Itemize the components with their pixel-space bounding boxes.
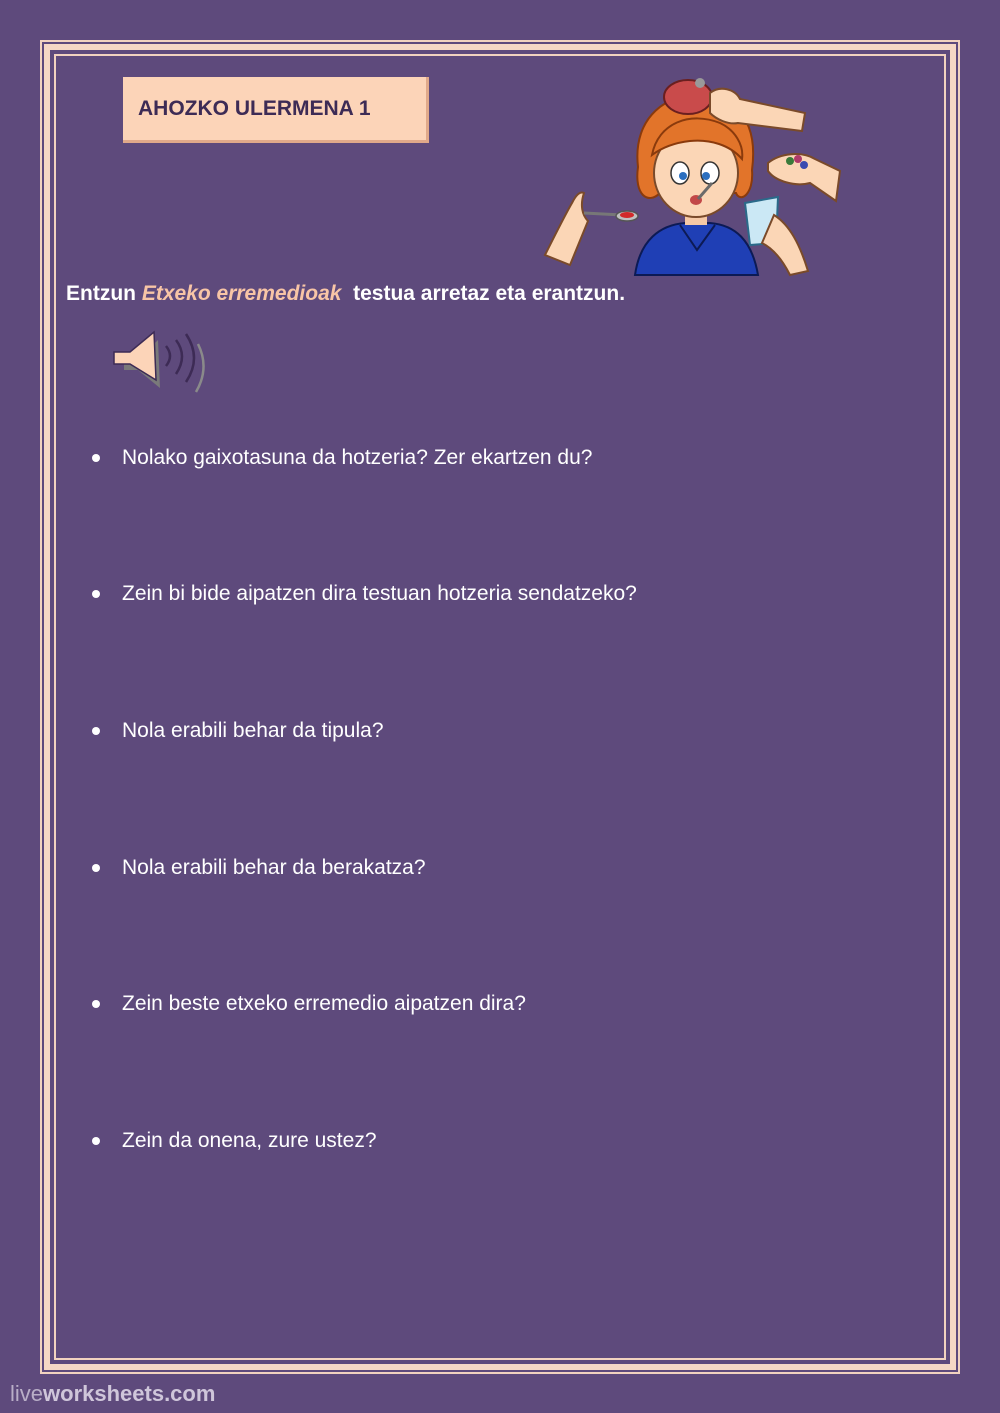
question-text: Zein da onena, zure ustez?	[122, 1129, 377, 1152]
question-text: Zein bi bide aipatzen dira testuan hotzeria sendatzeko?	[122, 582, 637, 605]
bullet-icon	[92, 727, 100, 735]
worksheet-title	[123, 77, 429, 143]
bullet-icon	[92, 1000, 100, 1008]
question-text: Nola erabili behar da berakatza?	[122, 856, 426, 879]
question-item	[90, 719, 910, 743]
instruction-before: Entzun	[66, 282, 142, 305]
question-item	[90, 582, 910, 606]
bullet-icon	[92, 590, 100, 598]
instruction-text	[66, 282, 886, 306]
instruction-after: testua arretaz eta erantzun.	[341, 282, 626, 305]
question-text: Nolako gaixotasuna da hotzeria? Zer ekartzen du?	[122, 446, 593, 469]
footer-watermark	[10, 1381, 215, 1407]
question-item	[90, 992, 910, 1016]
footer-light: live	[10, 1381, 44, 1406]
question-text: Zein beste etxeko erremedio aipatzen dira?	[122, 992, 526, 1015]
speaker-icon[interactable]	[110, 330, 210, 396]
bullet-icon	[92, 454, 100, 462]
question-item	[90, 856, 910, 880]
instruction-emphasis: Etxeko erremedioak	[141, 282, 342, 305]
question-text: Nola erabili behar da tipula?	[122, 719, 384, 742]
question-item	[90, 1129, 910, 1153]
worksheet-title-text: AHOZKO ULERMENA 1	[138, 96, 371, 120]
bullet-icon	[92, 864, 100, 872]
footer-bold: worksheets.com	[43, 1381, 216, 1406]
sick-person-illustration	[540, 75, 845, 277]
bullet-icon	[92, 1137, 100, 1145]
question-item	[90, 446, 910, 470]
